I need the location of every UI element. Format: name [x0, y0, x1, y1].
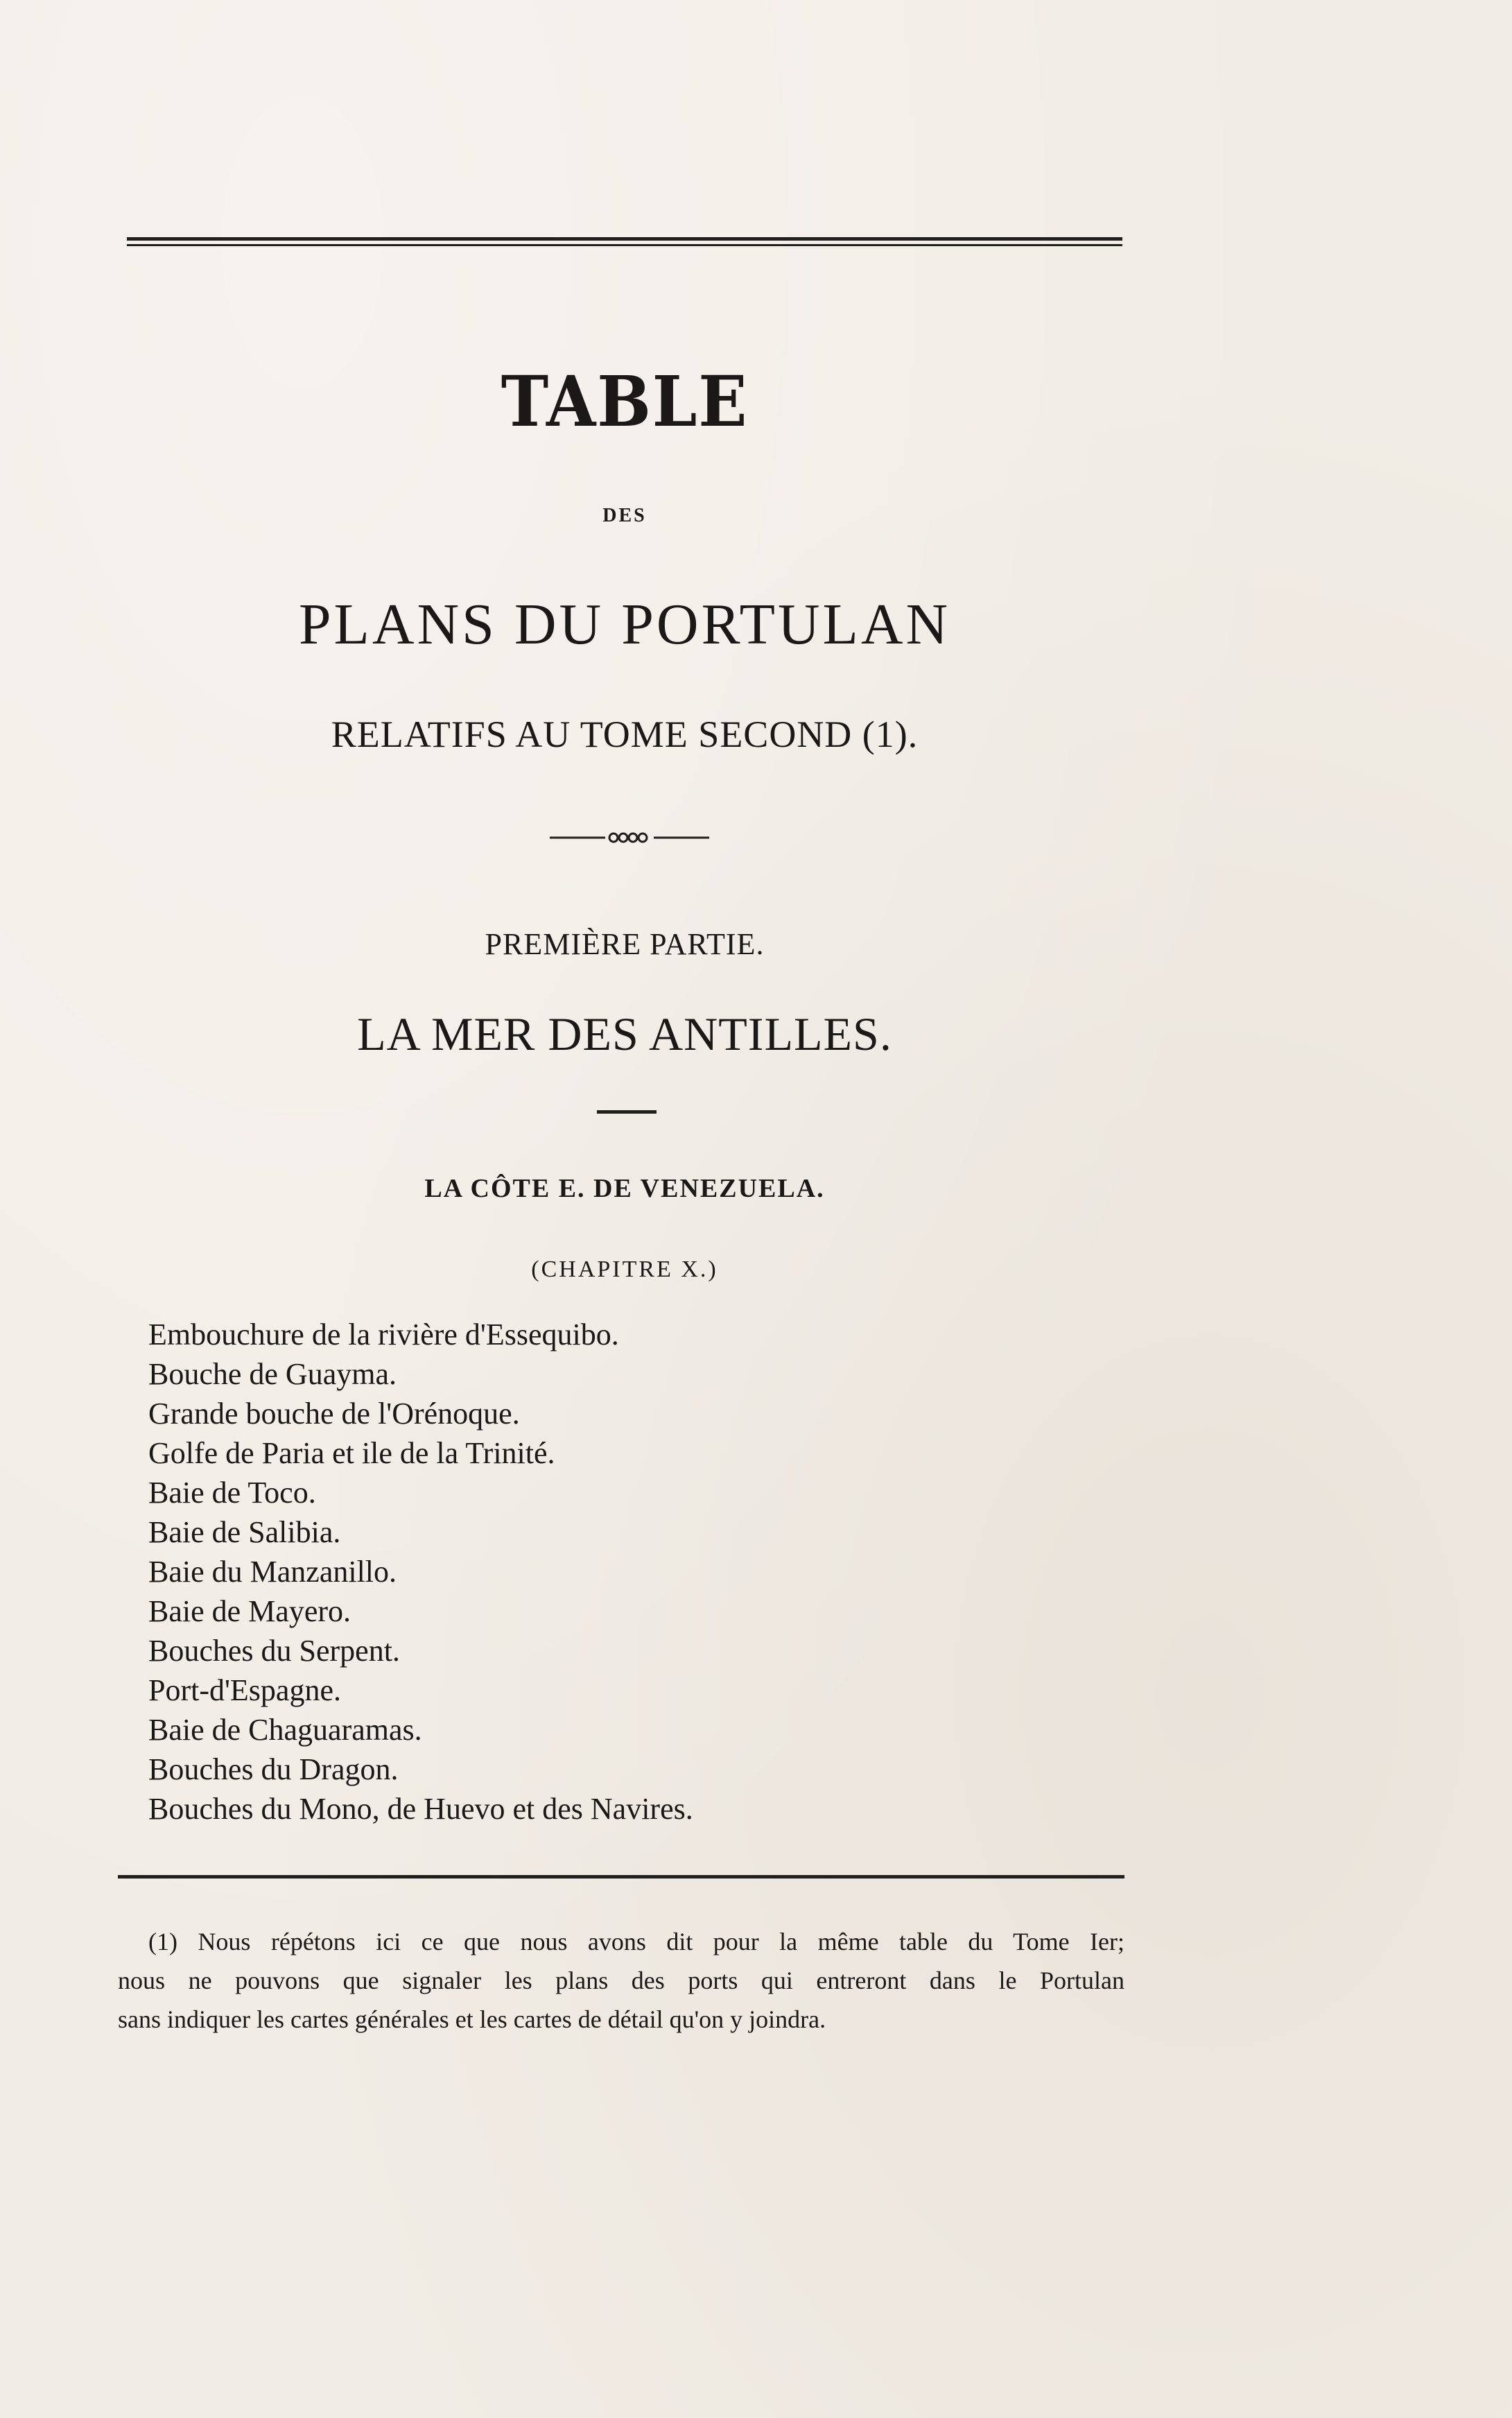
footnote — [118, 1922, 1124, 2039]
list-item: Bouches du Dragon. — [148, 1752, 399, 1786]
footnote-line: sans indiquer les cartes générales et les cartes de détail qu'on y joindra. — [118, 2005, 826, 2033]
list-item: Baie de Toco. — [148, 1476, 316, 1510]
list-item: Baie de Salibia. — [148, 1515, 341, 1549]
list-item: Bouches du Serpent. — [148, 1634, 400, 1668]
chapter-label: (CHAPITRE X.) — [531, 1257, 718, 1282]
footnote-line: nous ne pouvons que signaler les plans des ports qui entreront dans le Portulan — [118, 1967, 1124, 1994]
list-item: Baie de Chaguaramas. — [148, 1713, 422, 1747]
section-rule — [597, 1110, 657, 1114]
list-item: Baie du Manzanillo. — [148, 1555, 397, 1589]
volume-note: RELATIFS AU TOME SECOND (1). — [331, 714, 919, 755]
list-item: Grande bouche de l'Orénoque. — [148, 1397, 520, 1431]
list-item: Port-d'Espagne. — [148, 1673, 341, 1707]
footnote-rule — [118, 1875, 1124, 1879]
list-item: Bouches du Mono, de Huevo et des Navires. — [148, 1792, 693, 1826]
coast-heading: LA CÔTE E. DE VENEZUELA. — [424, 1174, 825, 1203]
footnote-line: (1) Nous répétons ici ce que nous avons dit pour la même table du Tome Ier; — [148, 1928, 1124, 1955]
list-item: Embouchure de la rivière d'Essequibo. — [148, 1318, 619, 1352]
page-subtitle: PLANS DU PORTULAN — [298, 592, 951, 657]
list-item: Bouche de Guayma. — [148, 1357, 397, 1391]
plan-list — [148, 1315, 693, 1829]
ornament-divider — [550, 829, 709, 846]
title-connector: DES — [602, 505, 647, 526]
top-double-rule — [127, 237, 1122, 247]
list-item: Baie de Mayero. — [148, 1594, 351, 1628]
list-item: Golfe de Paria et ile de la Trinité. — [148, 1436, 555, 1470]
section-heading: LA MER DES ANTILLES. — [357, 1008, 892, 1060]
part-heading: PREMIÈRE PARTIE. — [485, 927, 765, 961]
page-title: TABLE — [501, 361, 749, 442]
